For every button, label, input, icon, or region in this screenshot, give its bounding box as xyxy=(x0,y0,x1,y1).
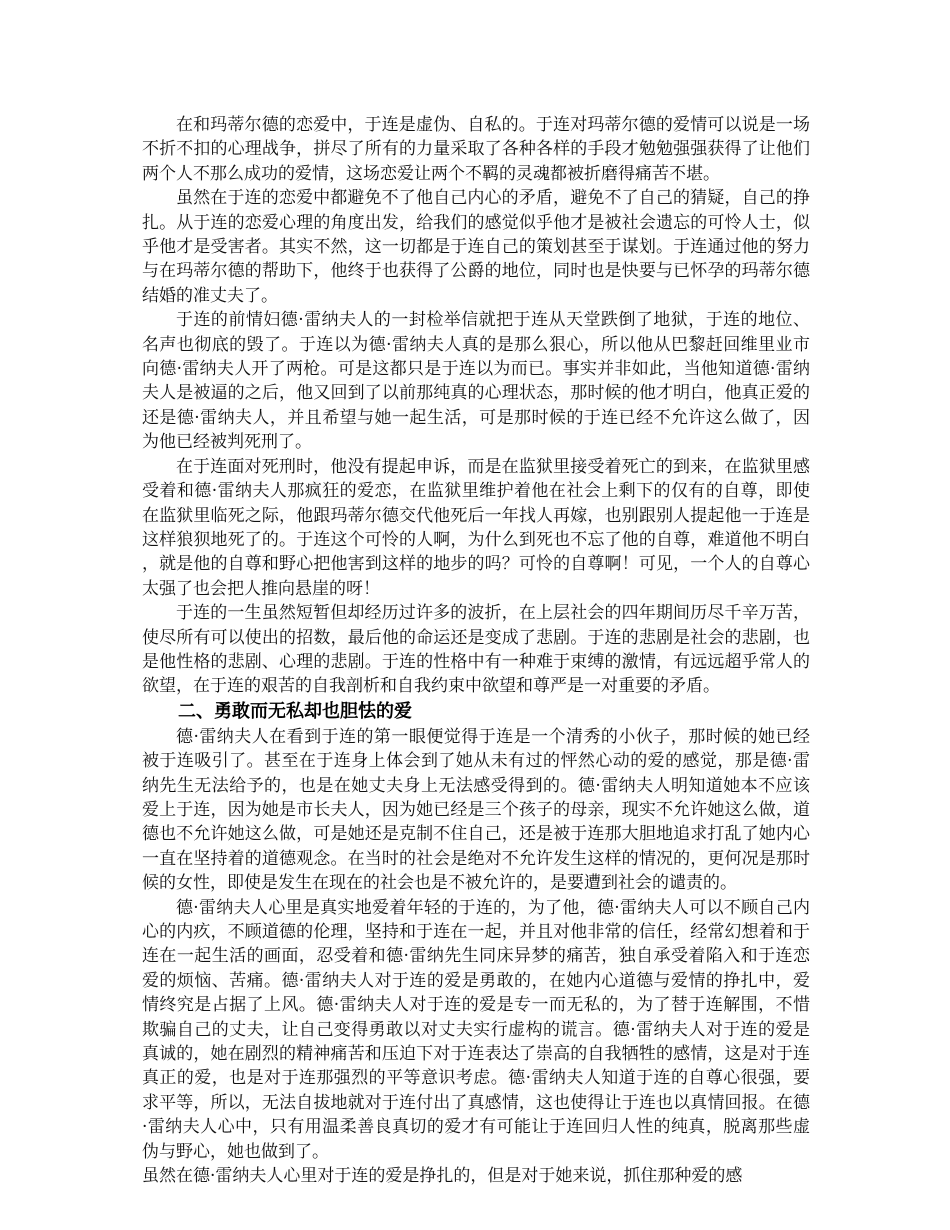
section-heading: 二、勇敢而无私却也胆怯的爱 xyxy=(178,700,412,722)
paragraph-5: 于连的一生虽然短暂但却经历过许多的波折，在上层社会的四年期间历尽千辛万苦，使尽所有可以使出的招数，最后他的命运还是变成了悲剧。于连的悲剧是社会的悲剧，也是他性格的悲剧、心理的悲剧。于连的性格中有一种难于束缚的激情，有远远超乎常人的欲望，在于连的艰苦的自我剖析和自我约束中欲望和尊严是一对重要的矛盾。 xyxy=(142,603,810,697)
paragraph-3: 于连的前情妇德·雷纳夫人的一封检举信就把于连从天堂跌倒了地狱，于连的地位、名声也彻底的毁了。于连以为德·雷纳夫人真的是那么狠心，所以他从巴黎赶回维里业市向德·雷纳夫人开了两枪。可是这都只是于连以为而已。事实并非如此，当他知道德·雷纳夫人是被逼的之后，他又回到了以前那纯真的心理状态，那时候的他才明白，他真正爱的还是德·雷纳夫人，并且希望与她一起生活，可是那时候的于连已经不允许这么做了，因为他已经被判死刑了。 xyxy=(142,310,810,453)
paragraph-8: 虽然在德·雷纳夫人心里对于连的爱是挣扎的，但是对于她来说，抓住那种爱的感 xyxy=(142,1166,743,1187)
paragraph-4: 在于连面对死刑时，他没有提起申诉，而是在监狱里接受着死亡的到来，在监狱里感受着和德·雷纳夫人那疯狂的爱恋，在监狱里维护着他在社会上剩下的仅有的自尊，即使在监狱里临死之际，他跟玛蒂尔德交代他死后一年找人再嫁，也别跟别人提起他一于连是这样狼狈地死了的。于连这个可怜的人啊，为什么到死也不忘了他的自尊，难道他不明白，就是他的自尊和野心把他害到这样的地步的吗？可怜的自尊啊！可见，一个人的自尊心太强了也会把人推向悬崖的呀！ xyxy=(142,456,810,599)
paragraph-6: 德·雷纳夫人在看到于连的第一眼便觉得于连是一个清秀的小伙子，那时候的她已经被于连吸引了。甚至在于连身上体会到了她从未有过的怦然心动的爱的感觉，那是德·雷纳先生无法给予的，也是在她丈夫身上无法感受得到的。德·雷纳夫人明知道她本不应该爱上于连，因为她是市长夫人，因为她已经是三个孩子的母亲，现实不允许她这么做，道德也不允许她这么做，可是她还是克制不住自己，还是被于连那大胆地追求打乱了她内心一直在坚持着的道德观念。在当时的社会是绝对不允许发生这样的情况的，更何况是那时候的女性，即使是发生在现在的社会也是不被允许的，是要遭到社会的谴责的。 xyxy=(142,726,810,894)
paragraph-2: 虽然在于连的恋爱中都避免不了他自己内心的矛盾，避免不了自己的猜疑，自己的挣扎。从于连的恋爱心理的角度出发，给我们的感觉似乎他才是被社会遗忘的可怜人士，似乎他才是受害者。其实不然，这一切都是于连自己的策划甚至于谋划。于连通过他的努力与在玛蒂尔德的帮助下，他终于也获得了公爵的地位，同时也是快要与已怀孕的玛蒂尔德结婚的准丈夫了。 xyxy=(142,188,810,306)
document-page xyxy=(142,113,810,1188)
paragraph-7: 德·雷纳夫人心里是真实地爱着年轻的于连的，为了他，德·雷纳夫人可以不顾自己内心的内疚，不顾道德的伦理，坚持和于连在一起，并且对他非常的信任，经常幻想着和于连在一起生活的画面，忍受着和德·雷纳先生同床异梦的痛苦，独自承受着陷入和于连恋爱的烦恼、苦痛。德·雷纳夫人对于连的爱是勇敢的，在她内心道德与爱情的挣扎中，爱情终究是占据了上风。德·雷纳夫人对于连的爱是专一而无私的，为了替于连解围，不惜欺骗自己的丈夫，让自己变得勇敢以对丈夫实行虚构的谎言。德·雷纳夫人对于连的爱是真诚的，她在剧烈的精神痛苦和压迫下对于连表达了崇高的自我牺牲的感情，这是对于连真正的爱，也是对于连那强烈的平等意识考虑。德·雷纳夫人知道于连的自尊心很强，要求平等，所以，无法自拔地就对于连付出了真感情，这也使得让于连也以真情回报。在德·雷纳夫人心中，只有用温柔善良真切的爱才有可能让于连回归人性的纯真，脱离那些虚伪与野心，她也做到了。 xyxy=(142,897,810,1162)
paragraph-1: 在和玛蒂尔德的恋爱中，于连是虚伪、自私的。于连对玛蒂尔德的爱情可以说是一场不折不扣的心理战争，拼尽了所有的力量采取了各种各样的手段才勉勉强强获得了让他们两个人不那么成功的爱情，这场恋爱让两个不羁的灵魂都被折磨得痛苦不堪。 xyxy=(142,115,810,184)
